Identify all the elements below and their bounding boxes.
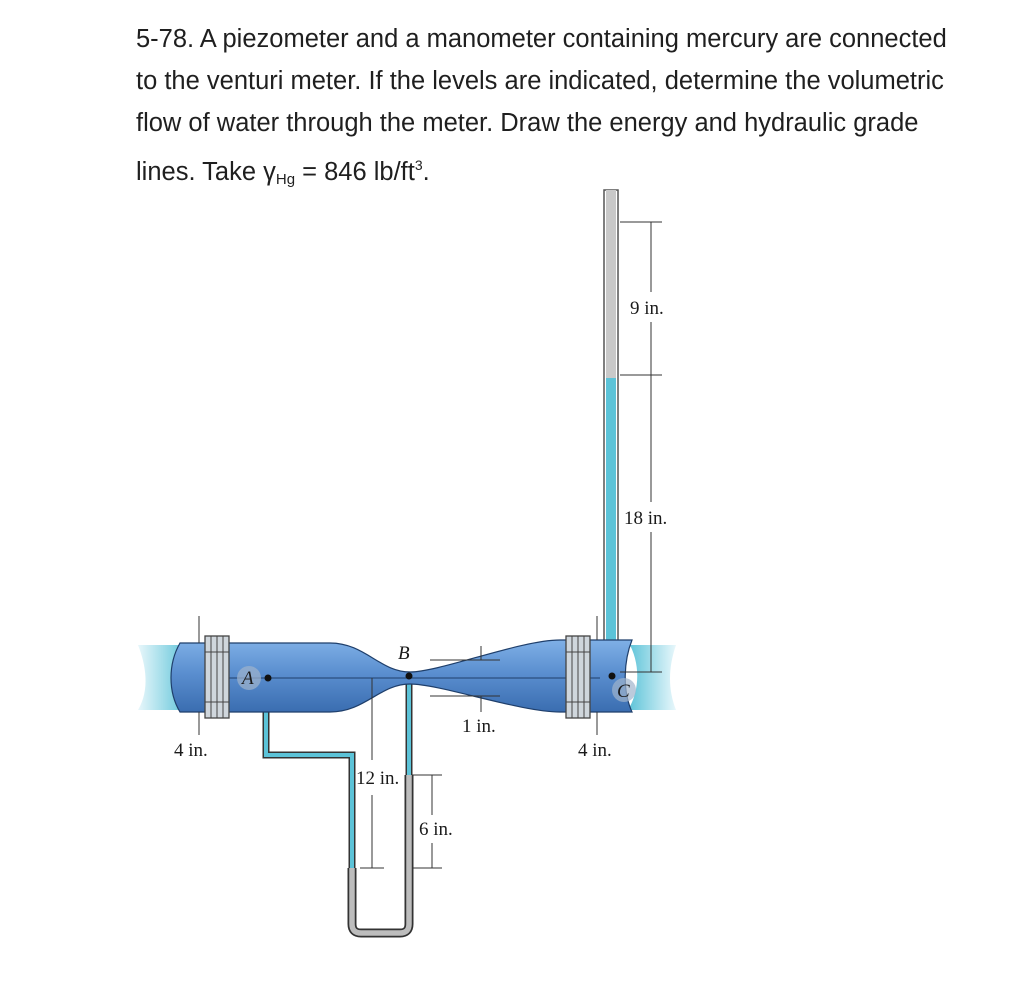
dim-4in-right-label: 4 in. (578, 740, 612, 761)
outlet-water (628, 645, 676, 710)
problem-equals: = 846 lb/ft (295, 158, 415, 186)
dim-9in-label: 9 in. (630, 298, 664, 319)
point-b-marker (406, 673, 413, 680)
piezometer-water (606, 378, 616, 650)
left-flange (205, 636, 229, 718)
manometer-left-tube (266, 705, 352, 930)
dimension-lines-piezometer (620, 222, 662, 672)
dim-6in-label: 6 in. (419, 819, 453, 840)
problem-text: 5-78. A piezometer and a manometer containing mercury are connected to the venturi meter. If the levels are indicated, determine the volumetric flow of water through the meter. Draw the energy and hydraulic grade lines. Take γ (136, 25, 947, 186)
dim-4in-left-label: 4 in. (174, 740, 208, 761)
dim-1in-label: 1 in. (462, 716, 496, 737)
point-a-label: A (242, 668, 254, 689)
point-a-marker (265, 675, 272, 682)
point-c-marker (609, 673, 616, 680)
point-c-label: C (617, 681, 630, 702)
right-flange (566, 636, 590, 718)
mercury-column (352, 775, 409, 933)
dim-18in-label: 18 in. (624, 508, 668, 529)
problem-tail: . (422, 158, 430, 186)
unit-superscript: 3 (414, 157, 423, 173)
dim-12in-label: 12 in. (356, 768, 400, 789)
point-b-label: B (398, 643, 410, 664)
gamma-subscript: Hg (275, 171, 296, 188)
